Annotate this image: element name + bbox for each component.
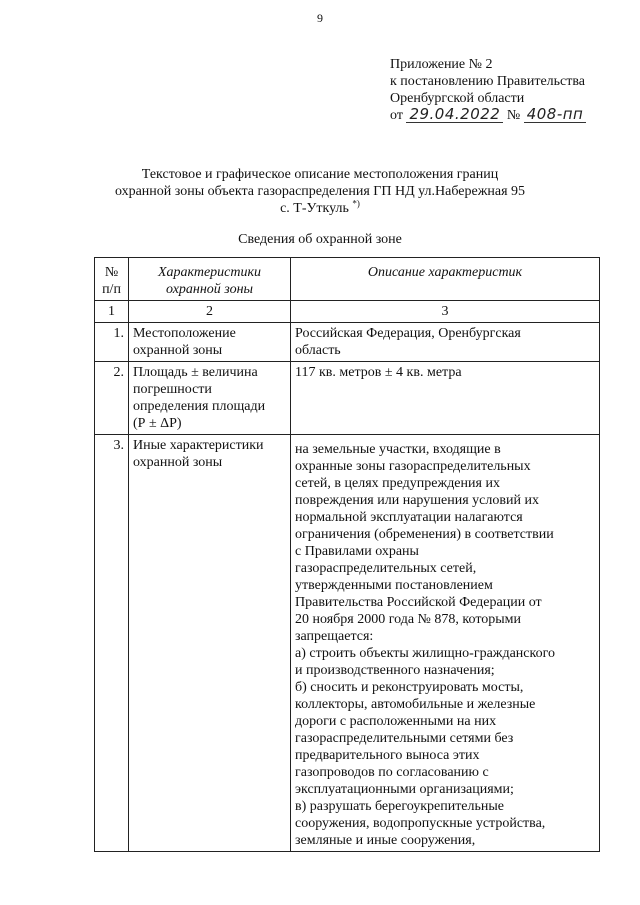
appendix-line-3: Оренбургской области	[390, 91, 525, 106]
description-line: на земельные участки, входящие в	[295, 442, 501, 457]
table-header-row	[95, 258, 600, 301]
characteristic-line: Иные характеристики	[133, 438, 264, 453]
description-line: а) строить объекты жилищно-гражданского	[295, 646, 555, 661]
description-line: б) сносить и реконструировать мосты,	[295, 680, 524, 695]
description-line: охранные зоны газораспределительных	[295, 459, 531, 474]
appendix-block	[390, 56, 586, 124]
header-characteristic	[129, 258, 291, 301]
title-line-1: Текстовое и графическое описание местоположения границ	[141, 167, 499, 182]
description-line: утвержденными постановлением	[295, 578, 493, 593]
characteristic-line: Местоположение	[133, 326, 236, 341]
description-line: газопроводов по согласованию с	[295, 765, 489, 780]
characteristic-line: погрешности	[133, 382, 212, 397]
row-description	[291, 362, 600, 435]
description-line: в) разрушать берегоукрепительные	[295, 799, 505, 814]
title-line-2: охранной зоны объекта газораспределения ГП НД ул.Набережная 95	[114, 184, 526, 199]
description-line: ограничения (обременения) в соответствии	[295, 527, 554, 542]
description-line: дороги с расположенными на них	[295, 714, 497, 729]
description-line: повреждения или нарушения условий их	[295, 493, 539, 508]
description-line: газораспределительными сетями без	[295, 731, 514, 746]
row-number: 3.	[95, 435, 129, 852]
title-line-3	[0, 200, 640, 217]
description-line: и производственного назначения;	[295, 663, 495, 678]
appendix-line-2: к постановлению Правительства	[390, 74, 586, 89]
description-line: газораспределительных сетей,	[295, 561, 477, 576]
description-line: Правительства Российской Федерации от	[295, 595, 542, 610]
description-line: нормальной эксплуатации налагаются	[295, 510, 523, 525]
header-description	[291, 258, 600, 301]
description-line: сетей, в целях предупреждения их	[295, 476, 500, 491]
description-line: коллекторы, автомобильные и железные	[295, 697, 536, 712]
description-line: предварительного выноса этих	[295, 748, 480, 763]
footnote-mark: *)	[352, 198, 360, 209]
header-number	[95, 258, 129, 301]
characteristic-line: охранной зоны	[133, 455, 223, 470]
header-characteristic-line-1: Характеристики	[157, 265, 262, 280]
description-line: сооружения, водопропускные устройства,	[295, 816, 546, 831]
index-cell-1: 1	[95, 301, 129, 323]
row-description	[291, 435, 600, 852]
characteristic-line: (Р ± ΔР)	[133, 416, 182, 431]
header-characteristic-line-2: охранной зоны	[165, 282, 254, 297]
description-line: земляные и иные сооружения,	[295, 833, 476, 848]
date-prefix: от	[390, 108, 403, 123]
description-line: с Правилами охраны	[295, 544, 419, 559]
description-line: область	[295, 343, 341, 358]
characteristic-line: охранной зоны	[133, 343, 223, 358]
handwritten-date: 29.04.2022	[406, 107, 503, 123]
handwritten-number: 408-пп	[524, 107, 587, 123]
header-number-line-1: №	[104, 265, 119, 280]
appendix-date-line	[390, 107, 586, 124]
characteristic-line: определения площади	[133, 399, 266, 414]
description-line: эксплуатационными организациями;	[295, 782, 514, 797]
row-number: 2.	[95, 362, 129, 435]
index-cell-3: 3	[291, 301, 600, 323]
index-cell-2: 2	[129, 301, 291, 323]
description-line: Российская Федерация, Оренбургская	[295, 326, 521, 341]
table-row	[95, 323, 600, 362]
row-number: 1.	[95, 323, 129, 362]
title-line-3-text: с. Т-Уткуль	[280, 201, 349, 216]
description-line: 117 кв. метров ± 4 кв. метра	[295, 365, 462, 380]
row-characteristic	[129, 362, 291, 435]
header-number-line-2: п/п	[102, 282, 121, 297]
number-sign: №	[506, 108, 521, 123]
table-index-row	[95, 301, 600, 323]
appendix-line-1: Приложение № 2	[390, 57, 493, 72]
row-description	[291, 323, 600, 362]
section-subtitle: Сведения об охранной зоне	[238, 232, 402, 247]
header-description-text: Описание характеристик	[367, 265, 523, 280]
row-characteristic	[129, 323, 291, 362]
table-row	[95, 435, 600, 852]
document-title	[0, 166, 640, 217]
description-line: 20 ноября 2000 года № 878, которыми	[295, 612, 522, 627]
characteristic-line: Площадь ± величина	[133, 365, 258, 380]
row-characteristic	[129, 435, 291, 852]
table-row	[95, 362, 600, 435]
page-number: 9	[317, 11, 323, 25]
protected-zone-table	[94, 257, 600, 852]
description-line: запрещается:	[295, 629, 374, 644]
